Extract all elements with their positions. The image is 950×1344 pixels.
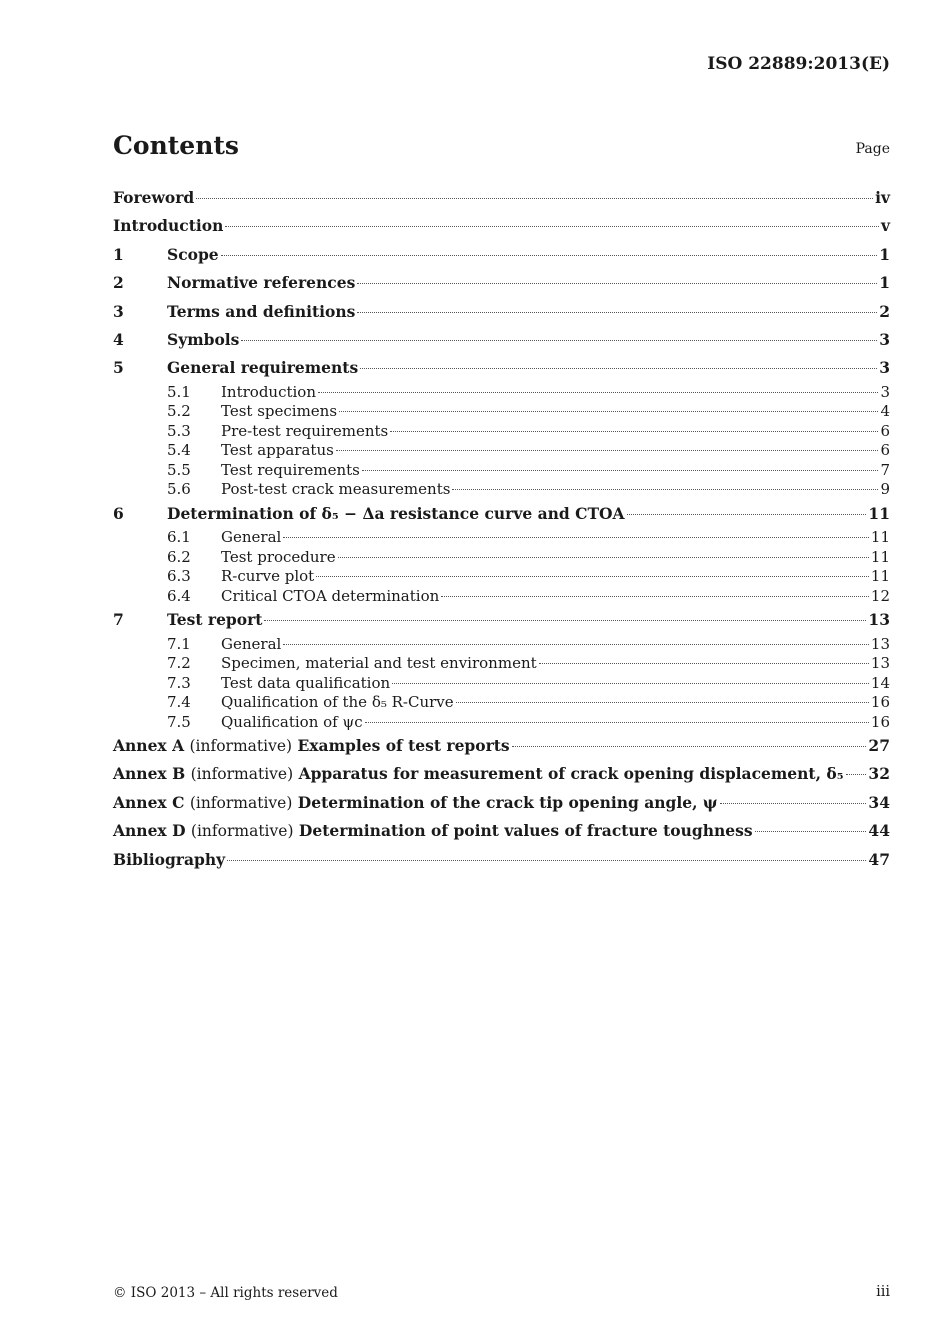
toc-entry-number: 5.6: [167, 480, 191, 499]
toc-entry-page: 27: [868, 736, 890, 756]
dot-leader: [365, 722, 869, 723]
toc-entry-page: 11: [868, 503, 890, 523]
dot-leader: [357, 312, 877, 313]
annex-title: Determination of the crack tip opening angle, ψ: [297, 792, 718, 812]
toc-entry[interactable]: [113, 354, 890, 382]
dot-leader: [283, 644, 869, 645]
toc-entry[interactable]: [113, 402, 890, 422]
toc-entry[interactable]: [113, 298, 890, 326]
toc-entry-page: 2: [879, 301, 890, 321]
toc-entry-label: Bibliography: [113, 849, 226, 869]
toc-entry[interactable]: [113, 732, 890, 760]
toc-entry[interactable]: [113, 269, 890, 297]
toc-entry[interactable]: [113, 846, 890, 874]
toc-entry-label: Introduction: [113, 216, 224, 236]
toc-entry-number: 7.2: [167, 654, 191, 673]
document-id: ISO 22889:2013(E): [707, 54, 890, 74]
toc-entry[interactable]: [113, 674, 890, 694]
toc-entry-page: v: [880, 216, 890, 236]
dot-leader: [316, 576, 869, 577]
toc-entry-label: [113, 789, 718, 817]
toc-entry-number: 6.2: [167, 547, 191, 566]
page-title: Contents: [113, 131, 240, 160]
toc-entry[interactable]: [113, 789, 890, 817]
toc-entry-page: 6: [880, 421, 890, 440]
dot-leader: [225, 226, 879, 227]
toc-entry-label: Introduction: [221, 382, 316, 401]
toc-entry-page: 44: [868, 821, 890, 841]
toc-entry-page: 9: [880, 480, 890, 499]
dot-leader: [846, 774, 867, 775]
toc-entry-label: Test requirements: [221, 460, 360, 479]
table-of-contents: [113, 184, 890, 874]
dot-leader: [512, 746, 867, 747]
toc-entry-number: 2: [113, 273, 124, 293]
toc-entry-label: Critical CTOA determination: [221, 586, 440, 605]
toc-entry-number: 3: [113, 301, 124, 321]
toc-entry-page: 34: [868, 792, 890, 812]
toc-entry-label: Test specimens: [221, 402, 338, 421]
toc-entry[interactable]: [113, 817, 890, 845]
toc-entry-number: 4: [113, 329, 124, 349]
toc-entry-number: 7.1: [167, 634, 191, 653]
dot-leader: [196, 198, 873, 199]
toc-entry-number: 7.5: [167, 712, 191, 731]
toc-entry[interactable]: [113, 441, 890, 461]
toc-entry-page: 3: [880, 382, 890, 401]
toc-entry-page: 14: [870, 673, 890, 692]
toc-entry-number: 6.4: [167, 586, 191, 605]
annex-title: Determination of point values of fracture toughness: [298, 821, 753, 841]
toc-entry-number: 6: [113, 503, 124, 523]
dot-leader: [318, 392, 878, 393]
toc-entry-page: 13: [870, 654, 890, 673]
toc-entry-label: R-curve plot: [221, 567, 315, 586]
annex-id: Annex B: [113, 764, 186, 784]
toc-entry-page: 11: [870, 528, 890, 547]
toc-entry-label: Test report: [167, 610, 263, 630]
annex-kind: (informative): [189, 793, 293, 812]
dot-leader: [362, 470, 879, 471]
toc-entry-label: Specimen, material and test environment: [221, 654, 537, 673]
annex-kind: (informative): [190, 822, 294, 841]
dot-leader: [241, 340, 877, 341]
toc-entry-label: Test apparatus: [221, 441, 334, 460]
annex-id: Annex C: [113, 792, 185, 812]
toc-entry[interactable]: [113, 548, 890, 568]
toc-entry-label: Symbols: [167, 329, 240, 349]
toc-entry-page: 11: [870, 547, 890, 566]
toc-entry-label: General requirements: [167, 358, 359, 378]
page-column-label: Page: [855, 141, 890, 157]
toc-entry-label: Scope: [167, 244, 219, 264]
toc-entry[interactable]: [113, 528, 890, 548]
toc-entry[interactable]: [113, 212, 890, 240]
toc-entry-number: 7: [113, 610, 124, 630]
toc-entry-number: 6.3: [167, 567, 191, 586]
dot-leader: [627, 514, 867, 515]
toc-entry-page: 47: [868, 849, 890, 869]
dot-leader: [336, 450, 879, 451]
toc-entry[interactable]: [113, 383, 890, 403]
toc-entry-number: 5.5: [167, 460, 191, 479]
dot-leader: [338, 557, 869, 558]
toc-entry-page: 6: [880, 441, 890, 460]
toc-entry-page: 12: [870, 586, 890, 605]
toc-entry-label: Normative references: [167, 273, 356, 293]
annex-title: Apparatus for measurement of crack opening displacement, δ₅: [298, 764, 844, 784]
dot-leader: [441, 596, 869, 597]
annex-title: Examples of test reports: [297, 736, 510, 756]
toc-entry-label: Foreword: [113, 188, 195, 207]
toc-entry-label: General: [221, 634, 282, 653]
dot-leader: [283, 537, 869, 538]
toc-entry-label: Pre-test requirements: [221, 421, 389, 440]
dot-leader: [456, 702, 869, 703]
toc-entry-label: Test procedure: [221, 547, 336, 566]
toc-entry[interactable]: [113, 606, 890, 634]
dot-leader: [755, 831, 867, 832]
toc-entry-number: 5.2: [167, 402, 191, 421]
annex-id: Annex D: [113, 821, 186, 841]
toc-entry-number: 5: [113, 358, 124, 378]
toc-entry-label: [113, 732, 510, 760]
toc-entry-label: Terms and definitions: [167, 301, 356, 321]
toc-entry-label: General: [221, 528, 282, 547]
toc-entry[interactable]: [113, 241, 890, 269]
annex-kind: (informative): [190, 765, 294, 784]
toc-entry[interactable]: [113, 587, 890, 607]
toc-entry-label: [113, 817, 753, 845]
toc-entry-label: Test data qualification: [221, 673, 391, 692]
toc-entry-number: 5.3: [167, 421, 191, 440]
dot-leader: [339, 411, 878, 412]
dot-leader: [264, 620, 866, 621]
toc-entry[interactable]: [113, 500, 890, 528]
toc-entry-number: 5.4: [167, 441, 191, 460]
toc-entry-page: 11: [870, 567, 890, 586]
footer-page-number: iii: [876, 1284, 890, 1300]
dot-leader: [392, 683, 869, 684]
dot-leader: [360, 368, 877, 369]
toc-entry-page: 16: [870, 712, 890, 731]
toc-entry[interactable]: [113, 422, 890, 442]
footer-copyright: © ISO 2013 – All rights reserved: [113, 1285, 338, 1301]
toc-entry[interactable]: [113, 693, 890, 713]
toc-entry-label: Qualification of the δ₅ R-Curve: [221, 693, 454, 712]
dot-leader: [452, 489, 878, 490]
toc-entry-label: Determination of δ₅ − Δa resistance curve and CTOA: [167, 503, 625, 523]
toc-entry[interactable]: [113, 326, 890, 354]
dot-leader: [357, 283, 877, 284]
toc-entry[interactable]: [113, 184, 890, 212]
dot-leader: [539, 663, 869, 664]
toc-entry[interactable]: [113, 461, 890, 481]
annex-id: Annex A: [113, 736, 185, 756]
toc-entry[interactable]: [113, 480, 890, 500]
dot-leader: [390, 431, 878, 432]
toc-entry-label: [113, 760, 844, 788]
toc-entry-number: 5.1: [167, 382, 191, 401]
toc-entry-label: Qualification of ψc: [221, 712, 363, 731]
toc-entry[interactable]: [113, 654, 890, 674]
toc-entry-number: 1: [113, 244, 124, 264]
dot-leader: [227, 860, 866, 861]
annex-kind: (informative): [189, 737, 293, 756]
toc-entry-page: 3: [879, 329, 890, 349]
toc-entry-page: 1: [879, 273, 890, 293]
toc-entry-page: 13: [870, 634, 890, 653]
toc-entry-page: 3: [879, 358, 890, 378]
toc-entry-page: 16: [870, 693, 890, 712]
toc-entry[interactable]: [113, 760, 890, 788]
toc-entry-number: 6.1: [167, 528, 191, 547]
toc-entry-number: 7.4: [167, 693, 191, 712]
toc-entry[interactable]: [113, 635, 890, 655]
toc-entry-page: 1: [879, 244, 890, 264]
toc-entry-number: 7.3: [167, 673, 191, 692]
toc-entry-page: iv: [875, 188, 890, 207]
toc-entry-page: 4: [880, 402, 890, 421]
toc-entry[interactable]: [113, 567, 890, 587]
toc-entry-label: Post-test crack measurements: [221, 480, 451, 499]
dot-leader: [221, 255, 878, 256]
toc-entry-page: 32: [868, 764, 890, 784]
dot-leader: [720, 803, 867, 804]
toc-entry[interactable]: [113, 713, 890, 733]
toc-entry-page: 7: [880, 460, 890, 479]
toc-entry-page: 13: [868, 610, 890, 630]
